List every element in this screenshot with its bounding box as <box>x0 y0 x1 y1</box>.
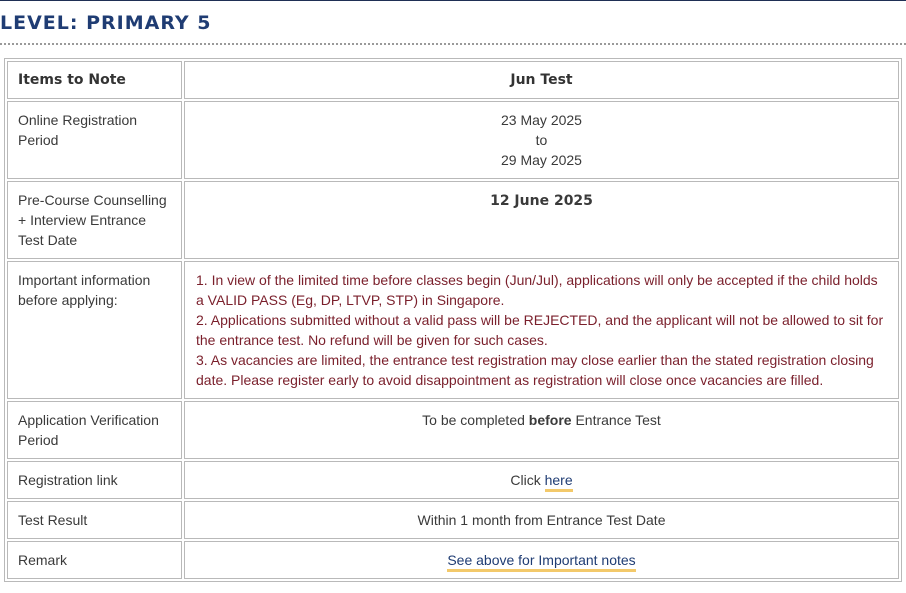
value-verification <box>184 401 899 459</box>
registration-link-prefix: Click <box>510 472 545 488</box>
verification-suffix: Entrance Test <box>571 412 661 428</box>
value-important <box>184 261 899 399</box>
registration-start-date: 23 May 2025 <box>501 112 582 128</box>
entrance-test-date: 12 June 2025 <box>490 193 593 209</box>
table-row-important <box>7 261 899 399</box>
header-jun-test: Jun Test <box>184 61 899 99</box>
registration-here-link[interactable]: here <box>545 472 573 492</box>
value-test-result: Within 1 month from Entrance Test Date <box>184 501 899 539</box>
value-registration-link <box>184 461 899 499</box>
dotted-divider <box>0 43 906 45</box>
label-counselling: Pre-Course Counselling + Interview Entrance Test Date <box>7 181 182 259</box>
header-items-to-note: Items to Note <box>7 61 182 99</box>
value-remark <box>184 541 899 579</box>
table-row-registration-link <box>7 461 899 499</box>
table-row-registration-period <box>7 101 899 179</box>
table-row-counselling <box>7 181 899 259</box>
table-row-remark <box>7 541 899 579</box>
important-point-3: 3. As vacancies are limited, the entrance test registration may close earlier than the stated registration closing date. Please register early to avoid disappointment as registration will close once vacancies are filled. <box>196 352 874 388</box>
label-remark: Remark <box>7 541 182 579</box>
page-heading: LEVEL: PRIMARY 5 <box>0 12 212 34</box>
info-table <box>5 59 901 581</box>
registration-end-date: 29 May 2025 <box>501 152 582 168</box>
table-row-test-result <box>7 501 899 539</box>
registration-to-text: to <box>535 132 548 148</box>
value-counselling <box>184 181 899 259</box>
label-verification: Application Verification Period <box>7 401 182 459</box>
value-registration-period <box>184 101 899 179</box>
verification-emphasis: before <box>528 412 572 428</box>
label-registration-period: Online Registration Period <box>7 101 182 179</box>
table-row-verification <box>7 401 899 459</box>
table-header-row <box>7 61 899 99</box>
important-point-2: 2. Applications submitted without a valid pass will be REJECTED, and the applicant will not be allowed to sit for the entrance test. No refund will be given for such cases. <box>196 312 884 348</box>
info-table-container <box>4 58 902 582</box>
label-registration-link: Registration link <box>7 461 182 499</box>
label-important: Important information before applying: <box>7 261 182 399</box>
verification-prefix: To be completed <box>422 412 529 428</box>
label-test-result: Test Result <box>7 501 182 539</box>
important-notes-link[interactable]: See above for Important notes <box>447 552 635 572</box>
important-point-1: 1. In view of the limited time before classes begin (Jun/Jul), applications will only be accepted if the child holds a VALID PASS (Eg, DP, LTVP, STP) in Singapore. <box>196 272 878 308</box>
